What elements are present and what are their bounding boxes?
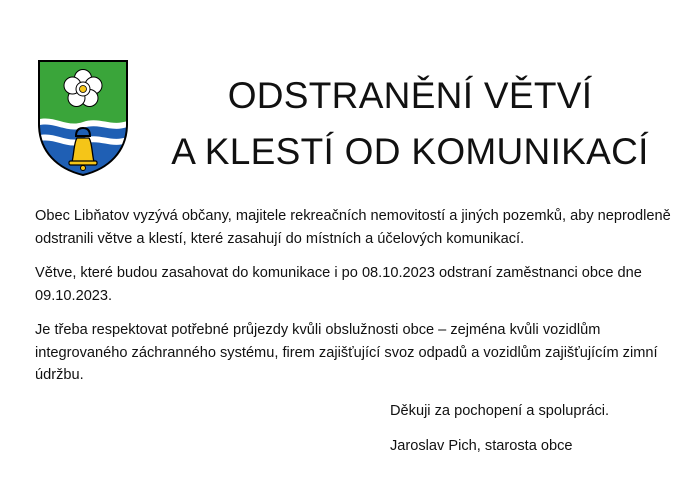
title-line-2: A KLESTÍ OD KOMUNIKACÍ <box>171 131 649 172</box>
coat-of-arms <box>36 58 130 178</box>
title-line-1: ODSTRANĚNÍ VĚTVÍ <box>227 75 593 116</box>
thanks-line: Děkuji za pochopení a spolupráci. <box>390 403 610 419</box>
signature-block <box>390 400 690 469</box>
paragraph-removal-date: Větve, které budou zasahovat do komunikace i po 08.10.2023 odstraní zaměstnanci obce dne 09.10.2023. <box>35 265 642 304</box>
notice-title <box>150 68 670 180</box>
paragraph-access-routes: Je třeba respektovat potřebné průjezdy kvůli obslužnosti obce – zejména kvůli vozidlům integrovaného záchranného systému, firem zajišťující svoz odpadů a vozidlům zajišťujícím zimní údržbu. <box>35 322 658 383</box>
author-line: Jaroslav Pich, starosta obce <box>390 437 573 454</box>
notice-body <box>35 205 675 399</box>
paragraph-branch-removal-request: Obec Libňatov vyzývá občany, majitele rekreačních nemovitostí a jiných pozemků, aby neprodleně odstranili větve a klestí, které zasahují do místních a účelových komunikací. <box>35 208 671 247</box>
